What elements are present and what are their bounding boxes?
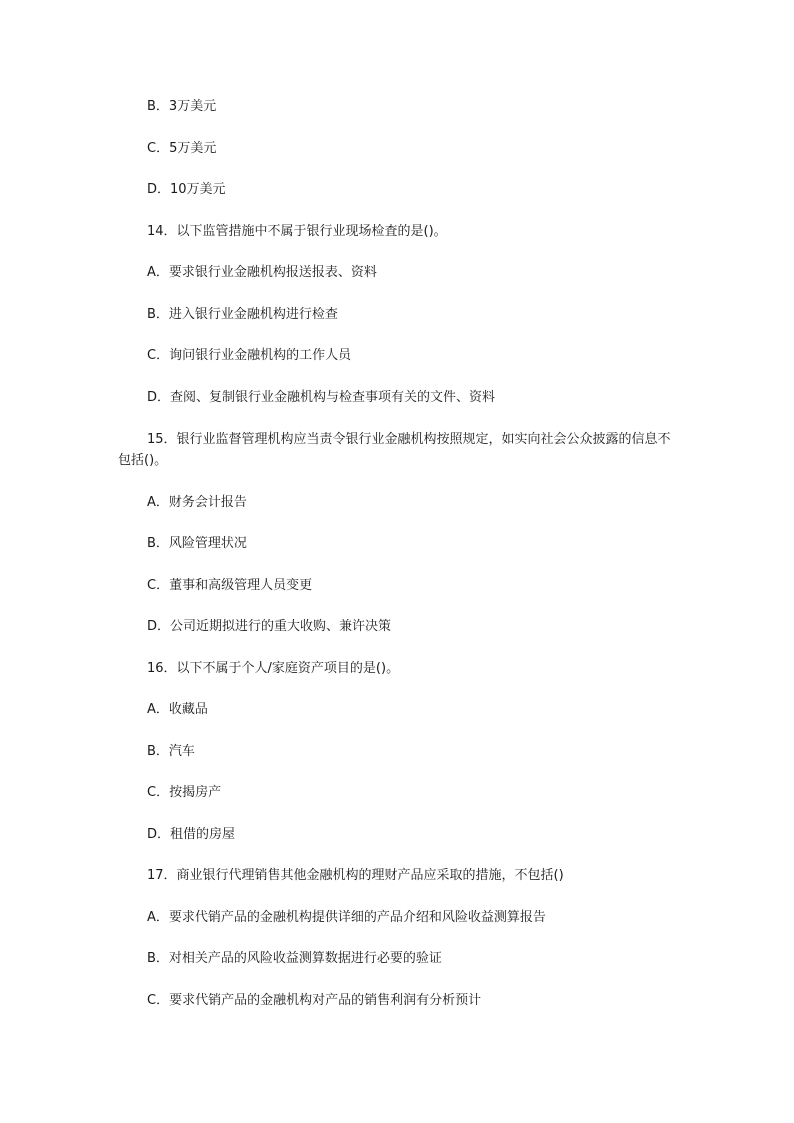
q15-option-c: C．董事和高级管理人员变更 — [147, 578, 313, 593]
q13-option-b: B．3万美元 — [147, 99, 217, 114]
q17-option-a: A．要求代销产品的金融机构提供详细的产品介绍和风险收益测算报告 — [147, 910, 546, 925]
q14-option-c: C．询问银行业金融机构的工作人员 — [147, 348, 352, 363]
q17-question: 17．商业银行代理销售其他金融机构的理财产品应采取的措施，不包括() — [147, 868, 564, 883]
q14-question: 14．以下监管措施中不属于银行业现场检査的是()。 — [147, 224, 447, 239]
q16-option-c: C．按揭房产 — [147, 785, 222, 800]
q15-option-d: D．公司近期拟进行的重大收购、兼许决策 — [147, 619, 392, 634]
q14-option-a: A．要求银行业金融机构报送报表、资料 — [147, 265, 377, 280]
q16-option-d: D．租借的房屋 — [147, 827, 236, 842]
q17-option-b: B．对相关产品的风险收益测算数据进行必要的验证 — [147, 951, 442, 966]
q16-question: 16．以下不属于个人/家庭资产项目的是()。 — [147, 661, 400, 676]
q15-question: 15．银行业监督管理机构应当责令银行业金融机构按照规定，如实向社会公众披露的信息不包括()。 — [118, 432, 671, 468]
q13-option-d: D．10万美元 — [147, 182, 226, 197]
q14-option-d: D．查阅、复制银行业金融机构与检查事项有关的文件、资料 — [147, 390, 496, 405]
q17-option-c: C．要求代销产品的金融机构对产品的销售利润有分析预计 — [147, 993, 482, 1008]
q14-option-b: B．进入银行业金融机构进行检查 — [147, 307, 338, 322]
q15-option-a: A．财务会计报告 — [147, 495, 247, 510]
q15-option-b: B．风险管理状况 — [147, 536, 247, 551]
q16-option-a: A．收藏品 — [147, 702, 208, 717]
q16-option-b: B．汽车 — [147, 744, 195, 759]
q13-option-c: C．5万美元 — [147, 141, 217, 156]
